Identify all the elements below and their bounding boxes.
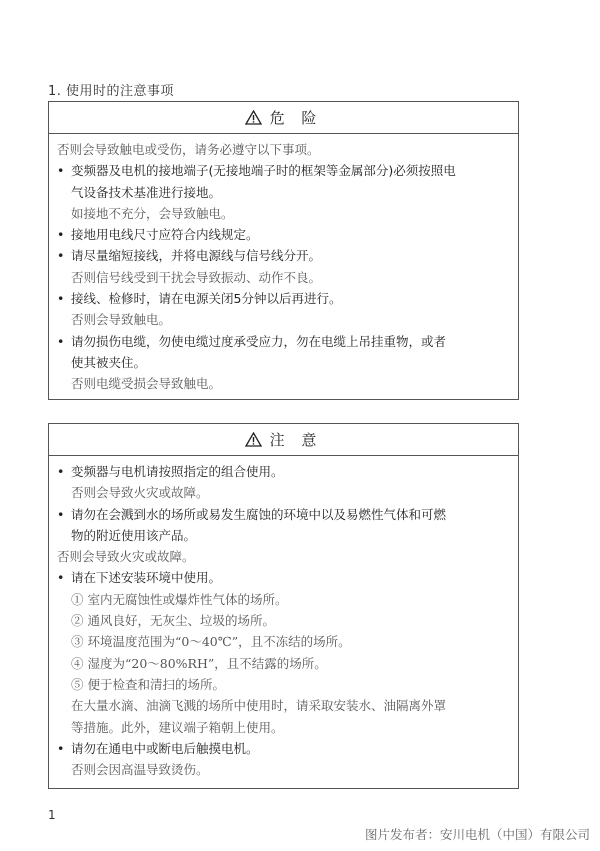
warning-triangle-icon (245, 432, 262, 447)
item-text: 物的附近使用该产品。 (71, 527, 197, 543)
item-text: 接地用电线尺寸应符合内线规定。 (71, 227, 259, 243)
item-note: 等措施。此外，建议端子箱朝上使用。 (71, 719, 284, 735)
section-title: 1. 使用时的注意事项 (48, 84, 175, 99)
caution-box (48, 423, 519, 789)
item-note: 否则信号线受到干扰会导致振动、动作不良。 (71, 269, 322, 285)
bullet-icon: • (57, 248, 65, 264)
item-note: ④ 湿度为“20～80%RH”，且不结露的场所。 (71, 655, 327, 671)
bullet-icon: • (57, 291, 65, 307)
caution-header (49, 424, 518, 456)
item-note: ② 通风良好，无灰尘、垃圾的场所。 (71, 613, 275, 629)
list-item (57, 160, 510, 224)
item-text: 变频器与电机请按照指定的组合使用。 (71, 464, 284, 479)
bullet-icon: • (57, 740, 65, 756)
bullet-icon: • (57, 464, 65, 479)
danger-intro: 否则会导致触电或受伤，请务必遵守以下事项。 (57, 142, 320, 157)
item-text: 请勿在通电中或断电后触摸电机。 (71, 740, 259, 756)
page-number: 1 (48, 808, 56, 822)
item-note: 如接地不充分，会导致触电。 (71, 205, 234, 221)
list-item (57, 461, 510, 504)
caution-heading: 注 意 (269, 431, 323, 449)
danger-body (49, 134, 518, 395)
warning-triangle-icon (245, 110, 262, 125)
item-note: 否则会导致火灾或故障。 (71, 485, 209, 501)
item-note: ⑤ 便于检查和清扫的场所。 (71, 676, 225, 692)
bullet-icon: • (57, 227, 65, 243)
bullet-icon: • (57, 506, 65, 522)
list-item (57, 567, 510, 737)
item-note: ③ 环境温度范围为“0～40℃”，且不冻结的场所。 (71, 634, 351, 650)
caution-body (49, 456, 518, 780)
bullet-icon: • (57, 570, 65, 586)
list-item (57, 504, 510, 547)
danger-heading: 危 险 (269, 109, 323, 127)
item-text: 接线、检修时，请在电源关闭5分钟以后再进行。 (71, 291, 342, 307)
bullet-icon: • (57, 163, 65, 179)
item-note: 在大量水滴、油滴飞溅的场所中使用时，请采取安装水、油隔离外罩 (71, 698, 447, 714)
item-note: 否则会导致火灾或故障。 (57, 549, 195, 565)
bullet-icon: • (57, 333, 65, 349)
item-note: 否则会因高温导致烫伤。 (71, 762, 209, 778)
item-note: 否则会导致触电。 (71, 312, 172, 328)
list-item (57, 288, 510, 331)
item-text: 变频器及电机的接地端子(无接地端子时的框架等金属部分)必须按照电 (71, 163, 456, 179)
item-text: 气设备技术基准进行接地。 (71, 184, 222, 200)
item-text: 请勿在会溅到水的场所或易发生腐蚀的环境中以及易燃性气体和可燃 (71, 506, 447, 522)
item-text: 请勿损伤电缆，勿使电缆过度承受应力，勿在电缆上吊挂重物，或者 (71, 333, 447, 349)
danger-box (48, 101, 519, 400)
item-text: 请在下述安装环境中使用。 (71, 570, 222, 586)
watermark: 图片发布者：安川电机（中国）有限公司 (364, 827, 590, 842)
list-item (57, 738, 510, 781)
list-item (57, 245, 510, 288)
list-item (57, 224, 510, 245)
item-text: 使其被夹住。 (71, 354, 147, 370)
item-note: ① 室内无腐蚀性或爆炸性气体的场所。 (71, 591, 288, 607)
danger-header (49, 102, 518, 134)
item-note: 否则电缆受损会导致触电。 (71, 376, 222, 392)
list-item (57, 331, 510, 395)
item-text: 请尽量缩短接线，并将电源线与信号线分开。 (71, 248, 322, 264)
